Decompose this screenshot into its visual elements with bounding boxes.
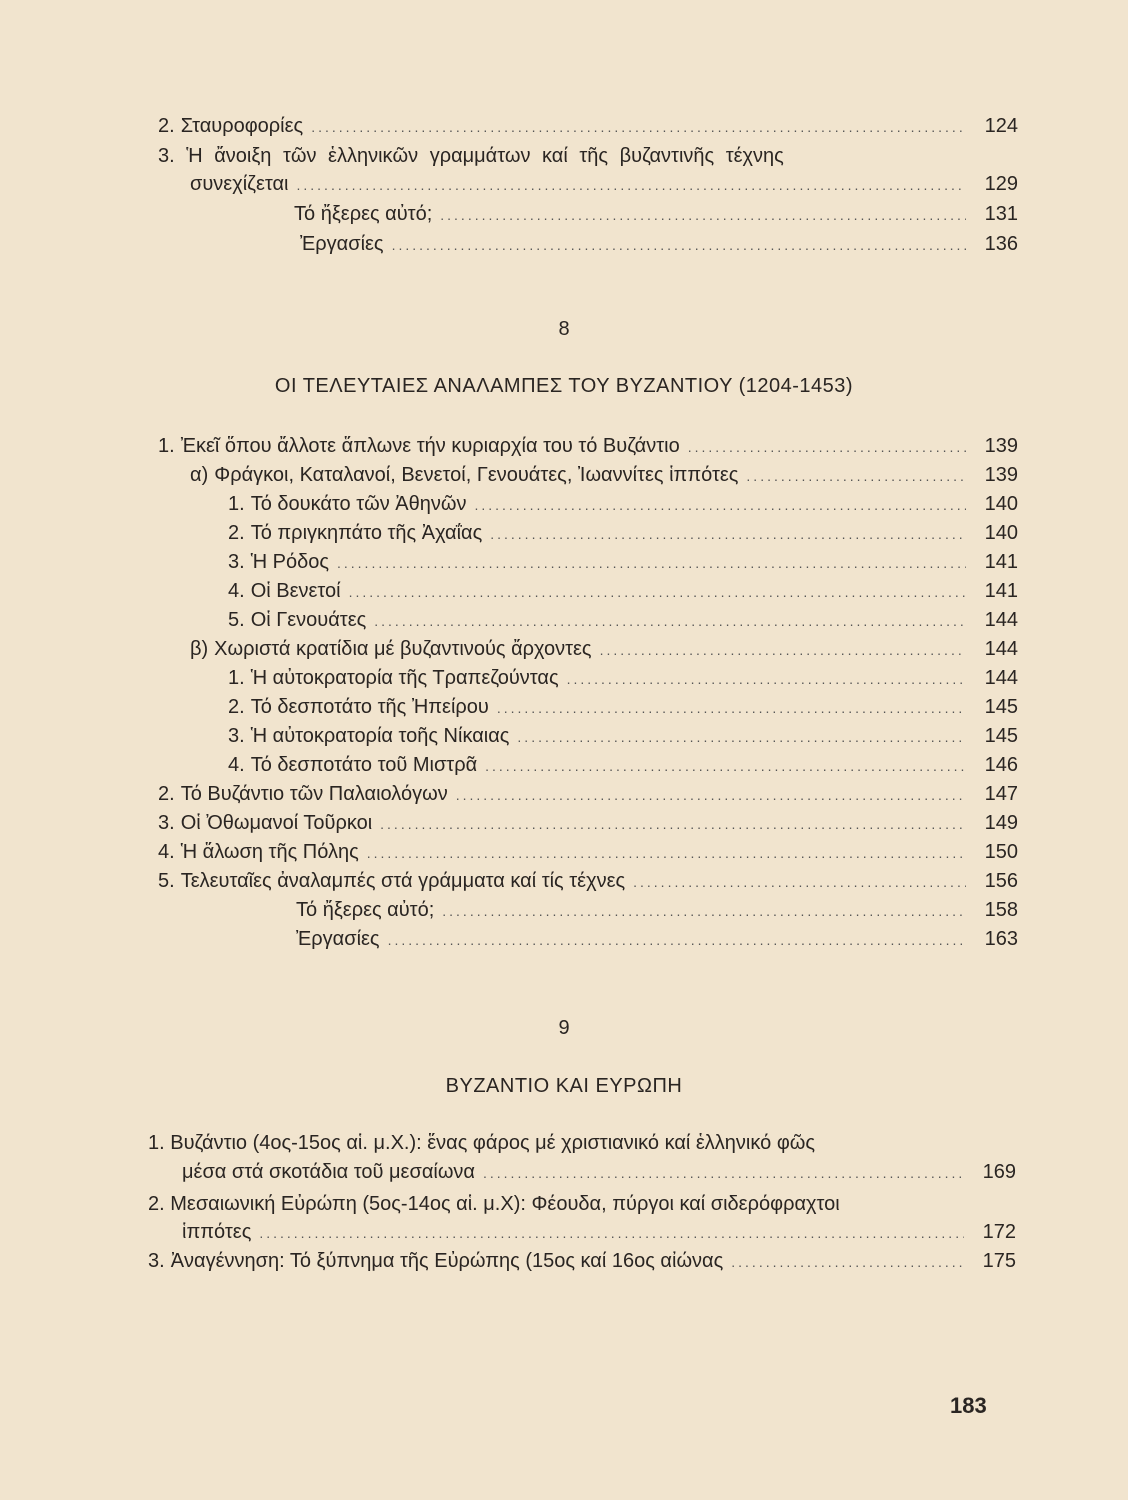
- entry-number: 1.: [158, 435, 175, 457]
- toc-entry: [228, 491, 1018, 518]
- leader-dots: [374, 608, 966, 634]
- entry-title: Τό δεσποτάτο τῆς Ἠπείρου: [250, 696, 489, 718]
- leader-dots: [380, 811, 966, 837]
- entry-title: Ἐργασίες: [296, 928, 380, 950]
- entry-number: 4.: [158, 841, 175, 863]
- leader-dots: [633, 869, 966, 895]
- entry-page: 141: [984, 551, 1018, 573]
- entry-page: 147: [984, 783, 1018, 805]
- entry-title: Ἀναγέννηση: Τό ξύπνημα τῆς Εὐρώπης (15ος καί 16ος αἰώνας: [170, 1250, 724, 1272]
- entry-number: 4.: [228, 580, 245, 602]
- entry-page: 124: [984, 115, 1018, 137]
- entry-title: Ἐργασίες: [300, 233, 384, 255]
- leader-dots: [259, 1220, 964, 1246]
- entry-page: 145: [984, 725, 1018, 747]
- chapter-title: ΟΙ ΤΕΛΕΥΤΑΙΕΣ ΑΝΑΛΑΜΠΕΣ ΤΟΥ ΒΥΖΑΝΤΙΟΥ (1204-1453): [274, 375, 854, 397]
- entry-number: 3.: [148, 1250, 165, 1272]
- leader-dots: [746, 463, 966, 489]
- leader-dots: [600, 637, 966, 663]
- entry-number: 3.: [158, 145, 175, 167]
- entry-number: 1.: [148, 1132, 165, 1154]
- entry-page: 129: [984, 173, 1018, 195]
- toc-entry: [182, 1159, 1016, 1186]
- entry-title: Τό δεσποτάτο τοῦ Μιστρᾶ: [250, 754, 478, 776]
- entry-page: 169: [982, 1161, 1016, 1183]
- entry-page: 144: [984, 609, 1018, 631]
- toc-entry: [190, 171, 1018, 198]
- entry-title-continued: συνεχίζεται: [190, 173, 289, 195]
- entry-title: Μεσαιωνική Εὐρώπη (5ος-14ος αἱ. μ.Χ): Φέουδα, πύργοι καί σιδερόφραχτοι: [170, 1193, 840, 1215]
- toc-entry: [294, 201, 1018, 228]
- leader-dots: [485, 753, 966, 779]
- entry-page: 144: [984, 667, 1018, 689]
- leader-dots: [388, 927, 966, 953]
- toc-entry: [190, 636, 1018, 663]
- entry-number: 5.: [228, 609, 245, 631]
- leader-dots: [367, 840, 966, 866]
- entry-title-continued: ἱππότες: [182, 1221, 252, 1243]
- entry-title: Σταυροφορίες: [180, 115, 304, 137]
- leader-dots: [297, 172, 967, 198]
- page-number: 183: [950, 1393, 987, 1418]
- toc-entry: [190, 462, 1018, 489]
- toc-entry: [158, 781, 1018, 808]
- leader-dots: [688, 434, 966, 460]
- leader-dots: [731, 1249, 964, 1275]
- toc-entry: [158, 810, 1018, 837]
- entry-title: Ἡ ἄνοιξη τῶν ἑλληνικῶν γραμμάτων καί τῆς βυζαντινῆς τέχνης: [186, 145, 784, 167]
- entry-title-continued: μέσα στά σκοτάδια τοῦ μεσαίωνα: [182, 1161, 475, 1183]
- toc-entry: [228, 520, 1018, 547]
- entry-number: β): [190, 638, 209, 660]
- toc-entry-first-line: [148, 1130, 815, 1156]
- entry-number: 4.: [228, 754, 245, 776]
- entry-title: Βυζάντιο (4ος-15ος αἱ. μ.Χ.): ἕνας φάρος μέ χριστιανικό καί ἑλληνικό φῶς: [170, 1132, 816, 1154]
- toc-entry: [296, 897, 1018, 924]
- entry-page: 158: [984, 899, 1018, 921]
- leader-dots: [349, 579, 966, 605]
- toc-entry: [228, 752, 1018, 779]
- chapter-title: ΒΥΖΑΝΤΙΟ ΚΑΙ ΕΥΡΩΠΗ: [445, 1075, 683, 1097]
- leader-dots: [497, 695, 966, 721]
- entry-title: Ἡ ἅλωση τῆς Πόλης: [180, 841, 359, 863]
- entry-number: 2.: [158, 115, 175, 137]
- entry-page: 139: [984, 464, 1018, 486]
- entry-page: 131: [984, 203, 1018, 225]
- entry-title: Ἐκεῖ ὅπου ἄλλοτε ἅπλωνε τήν κυριαρχία του τό Βυζάντιο: [180, 435, 680, 457]
- leader-dots: [311, 114, 966, 140]
- leader-dots: [490, 521, 966, 547]
- toc-entry: [228, 578, 1018, 605]
- entry-page: 172: [982, 1221, 1016, 1243]
- chapter-number: 8: [558, 318, 570, 340]
- leader-dots: [483, 1160, 964, 1186]
- entry-title: Ἡ αὐτοκρατορία τοῆς Νίκαιας: [250, 725, 510, 747]
- leader-dots: [440, 202, 966, 228]
- entry-page: 140: [984, 493, 1018, 515]
- toc-entry-first-line: [158, 143, 1018, 169]
- toc-entry: [228, 665, 1018, 692]
- entry-title: Οἱ Βενετοί: [250, 580, 341, 602]
- entry-number: α): [190, 464, 209, 486]
- entry-title: Τό Βυζάντιο τῶν Παλαιολόγων: [180, 783, 448, 805]
- entry-page: 149: [984, 812, 1018, 834]
- entry-page: 150: [984, 841, 1018, 863]
- entry-number: 3.: [158, 812, 175, 834]
- entry-page: 140: [984, 522, 1018, 544]
- entry-page: 144: [984, 638, 1018, 660]
- leader-dots: [442, 898, 966, 924]
- entry-page: 146: [984, 754, 1018, 776]
- entry-page: 163: [984, 928, 1018, 950]
- chapter-number: 9: [558, 1017, 570, 1039]
- entry-number: 2.: [228, 522, 245, 544]
- leader-dots: [567, 666, 966, 692]
- entry-page: 139: [984, 435, 1018, 457]
- toc-entry: [182, 1219, 1016, 1246]
- entry-number: 2.: [148, 1193, 165, 1215]
- toc-entry: [296, 926, 1018, 953]
- toc-entry: [228, 549, 1018, 576]
- leader-dots: [456, 782, 966, 808]
- entry-number: 2.: [158, 783, 175, 805]
- toc-entry-first-line: [148, 1191, 840, 1217]
- entry-number: 1.: [228, 493, 245, 515]
- leader-dots: [337, 550, 966, 576]
- entry-title: Ἡ αὐτοκρατορία τῆς Τραπεζούντας: [250, 667, 559, 689]
- toc-entry: [228, 607, 1018, 634]
- entry-number: 3.: [228, 725, 245, 747]
- entry-title: Τό ἤξερες αὐτό;: [294, 203, 433, 225]
- entry-number: 5.: [158, 870, 175, 892]
- entry-number: 2.: [228, 696, 245, 718]
- toc-entry: [228, 694, 1018, 721]
- entry-title: Οἱ Ὀθωμανοί Τοῦρκοι: [180, 812, 373, 834]
- entry-title: Χωριστά κρατίδια μέ βυζαντινούς ἄρχοντες: [214, 638, 592, 660]
- entry-title: Τελευταῖες ἀναλαμπές στά γράμματα καί τίς τέχνες: [180, 870, 626, 892]
- toc-entry: [148, 1248, 1016, 1275]
- entry-title: Τό δουκάτο τῶν Ἀθηνῶν: [250, 493, 467, 515]
- entry-page: 175: [982, 1250, 1016, 1272]
- toc-entry: [158, 839, 1018, 866]
- leader-dots: [517, 724, 966, 750]
- entry-title: Ἡ Ρόδος: [250, 551, 329, 573]
- leader-dots: [392, 232, 966, 258]
- leader-dots: [474, 492, 966, 518]
- entry-page: 141: [984, 580, 1018, 602]
- toc-entry: [228, 723, 1018, 750]
- entry-number: 1.: [228, 667, 245, 689]
- entry-title: Τό πριγκηπάτο τῆς Ἀχαΐας: [250, 522, 483, 544]
- entry-page: 156: [984, 870, 1018, 892]
- toc-entry: [158, 433, 1018, 460]
- toc-entry: [158, 113, 1018, 140]
- toc-entry: [158, 868, 1018, 895]
- entry-number: 3.: [228, 551, 245, 573]
- entry-title: Οἱ Γενουάτες: [250, 609, 367, 631]
- entry-page: 136: [984, 233, 1018, 255]
- toc-entry: [300, 231, 1018, 258]
- entry-page: 145: [984, 696, 1018, 718]
- entry-title: Τό ἤξερες αὐτό;: [296, 899, 435, 921]
- entry-title: Φράγκοι, Καταλανοί, Βενετοί, Γενουάτες, Ἰωαννίτες ἱππότες: [214, 464, 739, 486]
